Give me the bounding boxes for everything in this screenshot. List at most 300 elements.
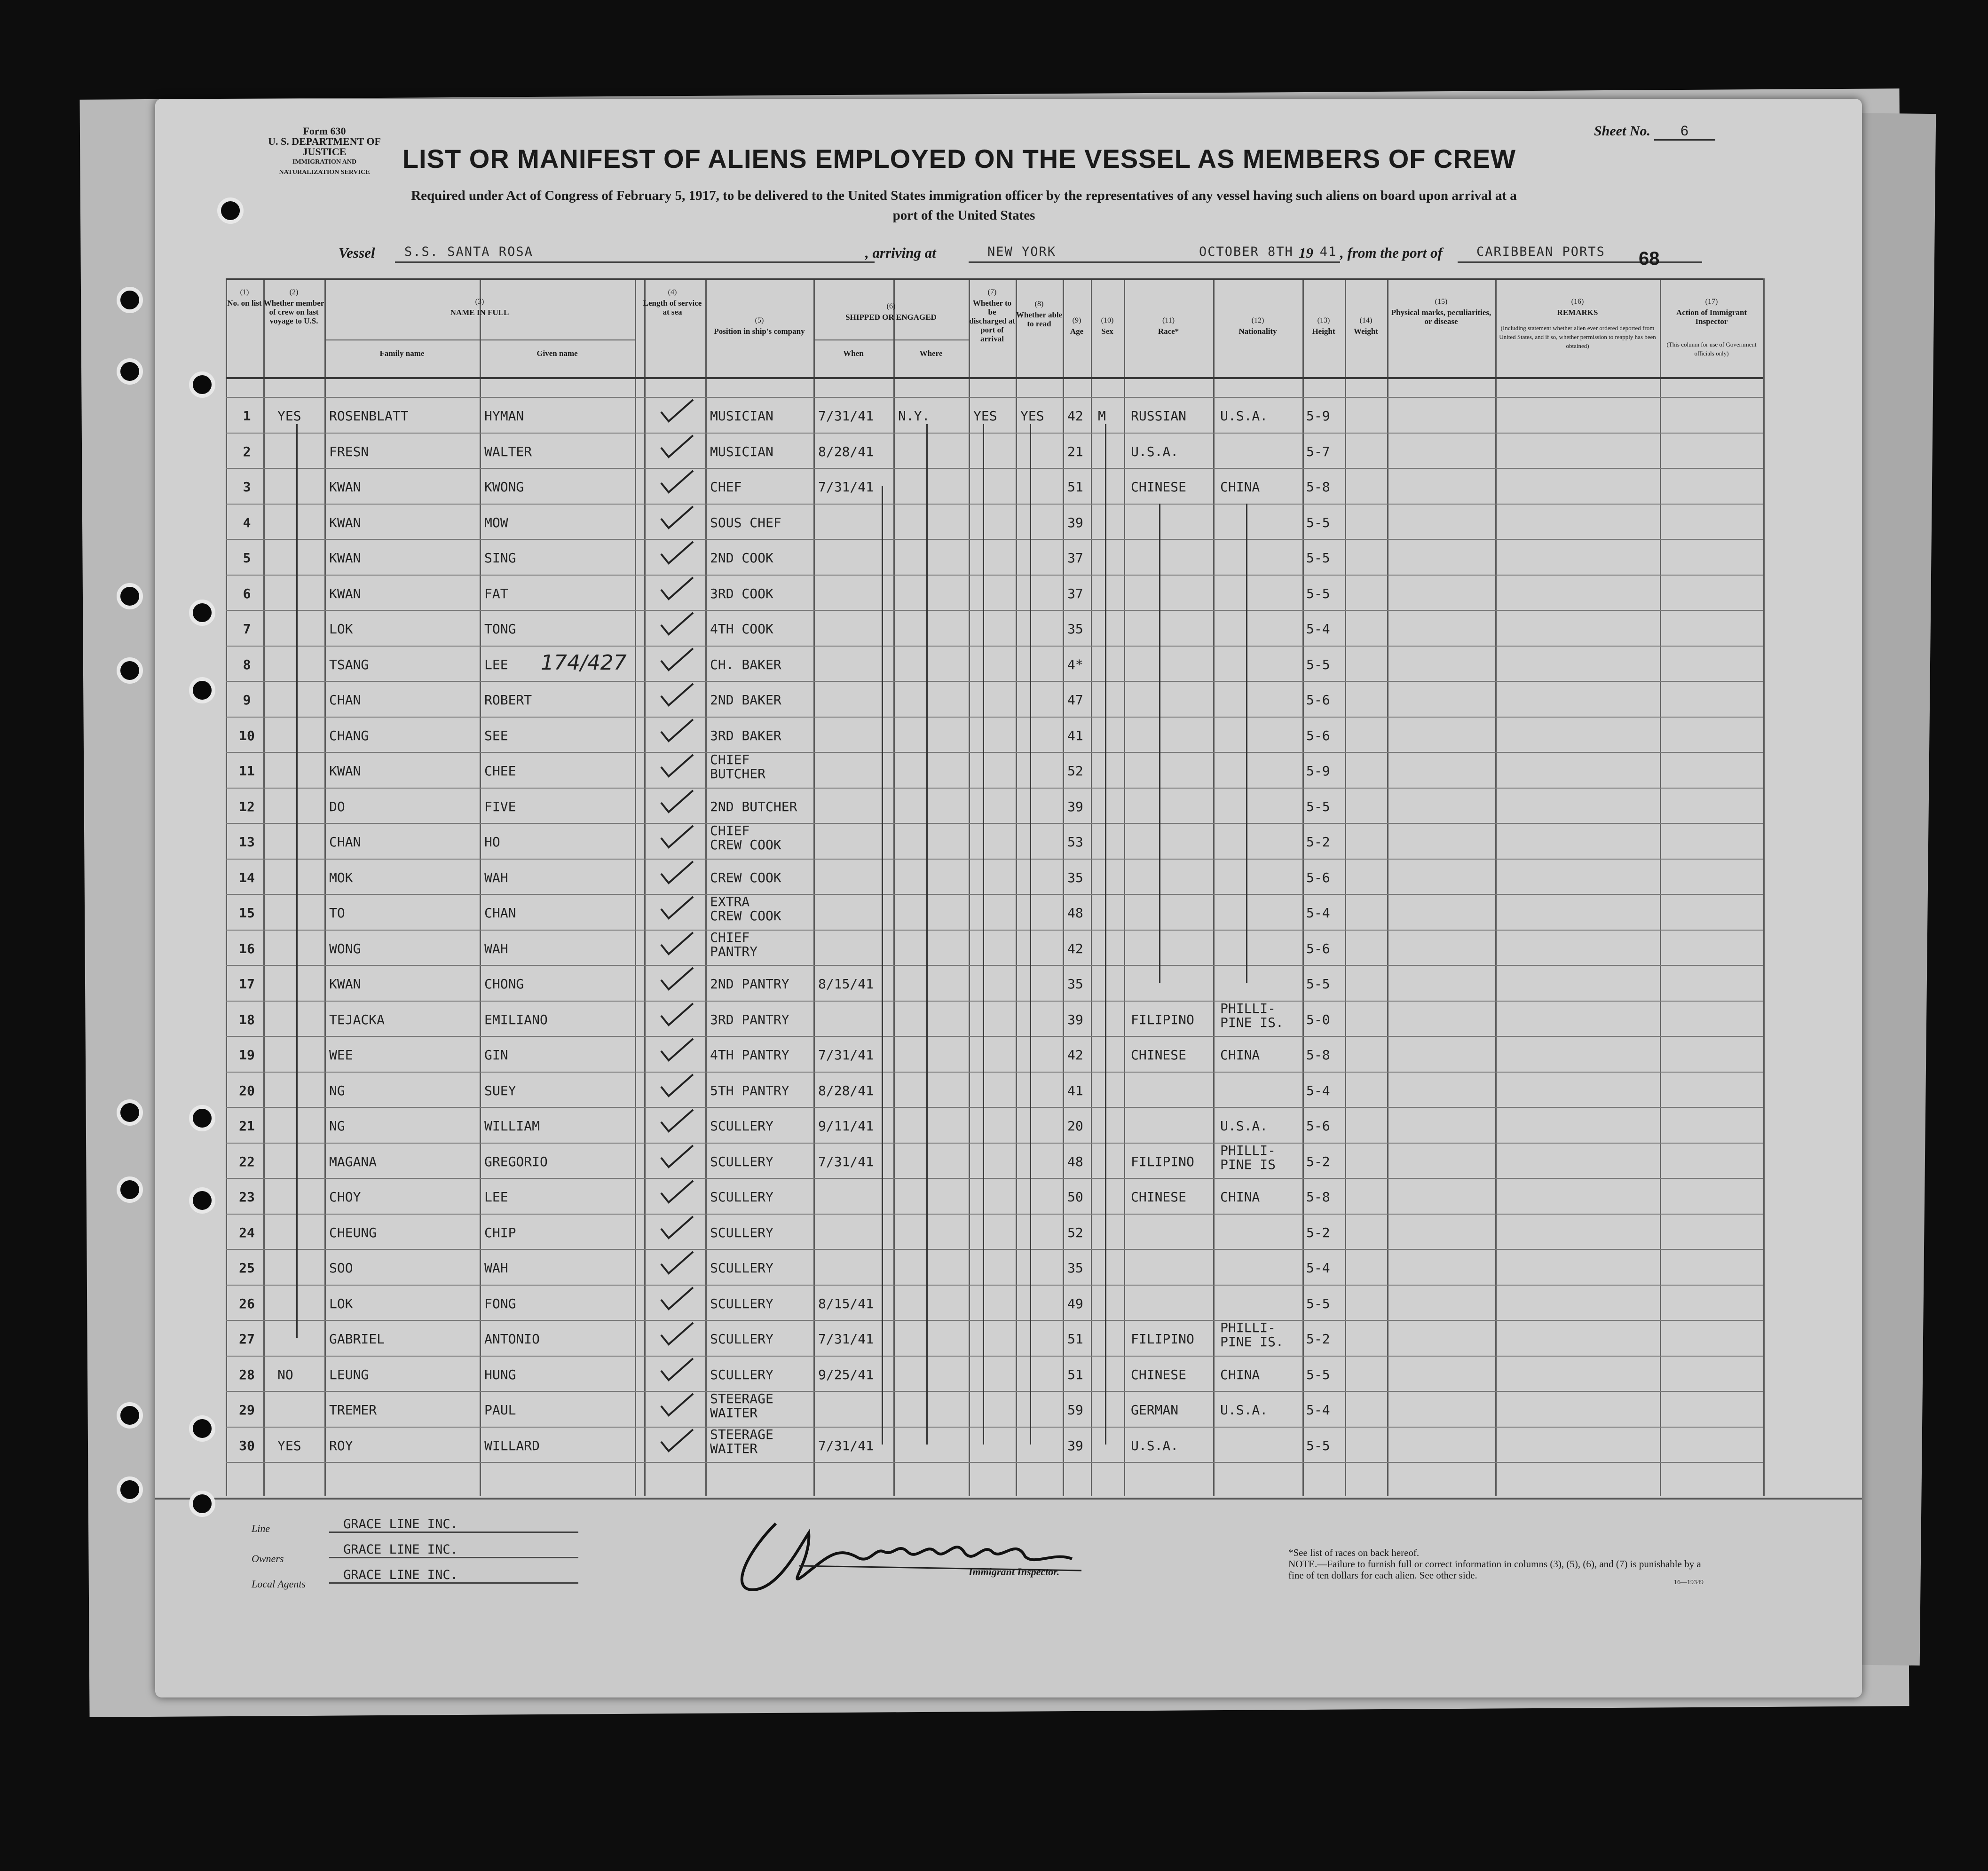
row-rule bbox=[226, 717, 1763, 718]
position: EXTRA CREW COOK bbox=[710, 894, 781, 924]
punch-hole bbox=[117, 1176, 143, 1203]
column-label: Whether to be discharged at port of arrival bbox=[969, 299, 1015, 343]
shipped-when: 8/28/41 bbox=[818, 443, 874, 459]
check-mark-icon bbox=[658, 398, 696, 424]
column-header bbox=[813, 349, 893, 358]
column-number: (1) bbox=[240, 288, 249, 296]
height: 5-6 bbox=[1306, 869, 1330, 885]
age: 35 bbox=[1067, 869, 1083, 885]
row-rule bbox=[226, 788, 1763, 789]
vessel-name: S.S. SANTA ROSA bbox=[395, 245, 875, 263]
height: 5-5 bbox=[1306, 976, 1330, 992]
column-label: NAME IN FULL bbox=[450, 308, 509, 317]
ditto-line bbox=[882, 486, 883, 1445]
age: 42 bbox=[1067, 1047, 1083, 1063]
arriving-label: , arriving at bbox=[865, 245, 936, 261]
column-header bbox=[1660, 339, 1763, 357]
column-number: (10) bbox=[1101, 316, 1114, 324]
row-number: 29 bbox=[239, 1402, 255, 1418]
column-rule bbox=[969, 278, 970, 1496]
shipped-when: 7/31/41 bbox=[818, 479, 874, 495]
given-name: HYMAN bbox=[484, 408, 524, 424]
check-mark-icon bbox=[658, 966, 696, 992]
given-name: LEE bbox=[484, 656, 508, 672]
column-label: Given name bbox=[536, 349, 578, 358]
column-header bbox=[1660, 297, 1763, 326]
column-label: Sex bbox=[1101, 327, 1113, 336]
shipped-when: 7/31/41 bbox=[818, 1153, 874, 1169]
given-name: SING bbox=[484, 550, 516, 566]
column-number: (7) bbox=[987, 288, 997, 296]
punch-hole bbox=[117, 1476, 143, 1503]
column-rule bbox=[705, 278, 707, 1496]
family-name: NG bbox=[329, 1118, 345, 1134]
family-name: TEJACKA bbox=[329, 1011, 385, 1027]
row-number: 17 bbox=[239, 976, 255, 992]
form-number-text: Form 630 bbox=[303, 125, 346, 137]
row-number: 30 bbox=[239, 1437, 255, 1453]
age: 42 bbox=[1067, 408, 1083, 424]
row-number: 25 bbox=[239, 1260, 255, 1276]
family-name: TO bbox=[329, 905, 345, 921]
column-header bbox=[1302, 316, 1345, 336]
column-label: Position in ship's company bbox=[714, 327, 805, 336]
column-header bbox=[1016, 300, 1063, 328]
column-label: Weight bbox=[1354, 327, 1378, 336]
given-name: EMILIANO bbox=[484, 1011, 548, 1027]
row-rule bbox=[226, 752, 1763, 753]
column-header bbox=[1345, 316, 1387, 336]
punch-hole bbox=[189, 1187, 215, 1214]
row-number: 14 bbox=[239, 869, 255, 885]
row-number: 1 bbox=[243, 408, 251, 424]
column-header bbox=[1124, 316, 1213, 336]
form-code: 16—19349 bbox=[1674, 1579, 1704, 1586]
column-header bbox=[639, 288, 705, 316]
punch-hole bbox=[117, 287, 143, 313]
height: 5-9 bbox=[1306, 763, 1330, 779]
column-number: (12) bbox=[1251, 316, 1264, 324]
check-mark-icon bbox=[658, 1250, 696, 1276]
given-name: SEE bbox=[484, 727, 508, 743]
ditto-line bbox=[1105, 424, 1106, 1445]
from-port: CARIBBEAN PORTS bbox=[1458, 245, 1702, 263]
position: SCULLERY bbox=[710, 1295, 773, 1311]
column-label: Nationality bbox=[1239, 327, 1277, 336]
check-mark-icon bbox=[658, 718, 696, 744]
row-rule bbox=[226, 539, 1763, 540]
service-text: IMMIGRATION AND NATURALIZATION SERVICE bbox=[279, 158, 370, 176]
check-mark-icon bbox=[658, 931, 696, 957]
age: 50 bbox=[1067, 1189, 1083, 1205]
age: 51 bbox=[1067, 1366, 1083, 1382]
check-mark-icon bbox=[658, 1428, 696, 1454]
column-header bbox=[1495, 323, 1660, 350]
age: 51 bbox=[1067, 479, 1083, 495]
subheader-rule bbox=[813, 339, 969, 340]
department-text: U. S. DEPARTMENT OF JUSTICE bbox=[268, 135, 381, 158]
given-name: WILLARD bbox=[484, 1437, 540, 1453]
family-name: CHEUNG bbox=[329, 1224, 377, 1240]
given-name: LEE bbox=[484, 1189, 508, 1205]
position: STEERAGE WAITER bbox=[710, 1426, 773, 1456]
given-name: TONG bbox=[484, 621, 516, 637]
year-value: 41 bbox=[1317, 245, 1340, 263]
nationality: U.S.A. bbox=[1220, 1402, 1268, 1418]
ditto-line bbox=[983, 424, 984, 1445]
given-name: CHAN bbox=[484, 905, 516, 921]
nationality: CHINA bbox=[1220, 1366, 1260, 1382]
column-rule bbox=[635, 278, 636, 1496]
given-name: FIVE bbox=[484, 798, 516, 814]
family-name: WONG bbox=[329, 940, 361, 956]
nationality: U.S.A. bbox=[1220, 408, 1268, 424]
family-name: TREMER bbox=[329, 1402, 377, 1418]
from-port-label: , from the port of bbox=[1340, 245, 1443, 261]
handwritten-annotation: 174/427 bbox=[541, 651, 627, 675]
punch-hole bbox=[189, 1491, 215, 1517]
column-header bbox=[226, 288, 263, 308]
family-name: SOO bbox=[329, 1260, 353, 1276]
sheet-number-label: Sheet No. bbox=[1594, 123, 1650, 139]
position: 2ND PANTRY bbox=[710, 976, 789, 992]
check-mark-icon bbox=[658, 1108, 696, 1134]
shipped-when: 7/31/41 bbox=[818, 1047, 874, 1063]
position: CHIEF BUTCHER bbox=[710, 752, 766, 782]
subtitle-line-1: Required under Act of Congress of February 5, 1917, to be delivered to the United States immigration officer by the representatives of any vessel having such aliens on board upon arrival at a bbox=[411, 188, 1517, 203]
check-mark-icon bbox=[658, 1073, 696, 1099]
row-number: 23 bbox=[239, 1189, 255, 1205]
row-number: 13 bbox=[239, 834, 255, 850]
family-name: TSANG bbox=[329, 656, 369, 672]
position: 2ND BUTCHER bbox=[710, 798, 797, 814]
vessel-line bbox=[216, 245, 1674, 268]
row-number: 21 bbox=[239, 1118, 255, 1134]
age: 39 bbox=[1067, 514, 1083, 530]
column-header bbox=[893, 349, 969, 358]
column-label: SHIPPED OR ENGAGED bbox=[845, 313, 937, 322]
row-number: 5 bbox=[243, 550, 251, 566]
arrival-date: OCTOBER 8TH bbox=[1152, 245, 1340, 263]
discharged-flag: YES bbox=[973, 408, 997, 424]
nationality: CHINA bbox=[1220, 1047, 1260, 1063]
age: 52 bbox=[1067, 1224, 1083, 1240]
punch-hole bbox=[117, 583, 143, 609]
age: 53 bbox=[1067, 834, 1083, 850]
column-header bbox=[813, 302, 969, 322]
inspector-signature bbox=[715, 1505, 1091, 1613]
check-mark-icon bbox=[658, 1037, 696, 1063]
height: 5-4 bbox=[1306, 1082, 1330, 1098]
given-name: HO bbox=[484, 834, 500, 850]
family-name: ROY bbox=[329, 1437, 353, 1453]
row-rule bbox=[226, 965, 1763, 966]
check-mark-icon bbox=[658, 434, 696, 460]
position: 3RD BAKER bbox=[710, 727, 781, 743]
shipped-when: 8/15/41 bbox=[818, 1295, 874, 1311]
height: 5-2 bbox=[1306, 1224, 1330, 1240]
row-rule bbox=[226, 1107, 1763, 1108]
height: 5-7 bbox=[1306, 443, 1330, 459]
row-rule bbox=[226, 823, 1763, 824]
local-agents-value: GRACE LINE INC. bbox=[329, 1568, 578, 1584]
race: RUSSIAN bbox=[1131, 408, 1187, 424]
local-agents-label: Local Agents bbox=[252, 1578, 306, 1590]
row-rule bbox=[226, 575, 1763, 576]
column-label: Length of service at sea bbox=[643, 299, 702, 316]
sex: M bbox=[1098, 408, 1106, 424]
age: 49 bbox=[1067, 1295, 1083, 1311]
position: SCULLERY bbox=[710, 1189, 773, 1205]
arriving-port: NEW YORK bbox=[969, 245, 1152, 263]
row-rule bbox=[226, 1391, 1763, 1392]
age: 39 bbox=[1067, 1011, 1083, 1027]
age: 39 bbox=[1067, 1437, 1083, 1453]
age: 35 bbox=[1067, 621, 1083, 637]
shipped-where: N.Y. bbox=[898, 408, 930, 424]
column-rule bbox=[1213, 278, 1215, 1496]
position: 3RD COOK bbox=[710, 585, 773, 601]
footnote-races: *See list of races on back hereof. bbox=[1288, 1547, 1420, 1558]
row-rule bbox=[226, 646, 1763, 647]
height: 5-4 bbox=[1306, 1260, 1330, 1276]
column-label: Action of Immigrant Inspector bbox=[1676, 308, 1747, 326]
nationality: PHILLI- PINE IS bbox=[1220, 1142, 1276, 1172]
age: 20 bbox=[1067, 1118, 1083, 1134]
check-mark-icon bbox=[658, 1179, 696, 1205]
position: SCULLERY bbox=[710, 1153, 773, 1169]
column-rule bbox=[263, 278, 265, 1496]
family-name: DO bbox=[329, 798, 345, 814]
height: 5-5 bbox=[1306, 1437, 1330, 1453]
family-name: LOK bbox=[329, 1295, 353, 1311]
family-name: KWAN bbox=[329, 763, 361, 779]
shipped-when: 9/25/41 bbox=[818, 1366, 874, 1382]
subtitle-line-2: port of the United States bbox=[892, 208, 1035, 223]
nationality: PHILLI- PINE IS. bbox=[1220, 1000, 1284, 1030]
position: 2ND COOK bbox=[710, 550, 773, 566]
sheet-number-value: 6 bbox=[1654, 123, 1715, 141]
nationality: CHINA bbox=[1220, 479, 1260, 495]
column-number: (9) bbox=[1072, 316, 1081, 324]
punch-hole bbox=[117, 358, 143, 385]
row-rule bbox=[226, 1178, 1763, 1179]
row-rule bbox=[226, 894, 1763, 895]
family-name: LOK bbox=[329, 621, 353, 637]
column-number: (2) bbox=[289, 288, 299, 296]
height: 5-2 bbox=[1306, 1331, 1330, 1347]
punch-hole bbox=[117, 1099, 143, 1126]
shipped-when: 8/28/41 bbox=[818, 1082, 874, 1098]
family-name: FRESN bbox=[329, 443, 369, 459]
row-number: 6 bbox=[243, 585, 251, 601]
position: SCULLERY bbox=[710, 1366, 773, 1382]
column-label: Family name bbox=[379, 349, 425, 358]
check-mark-icon bbox=[658, 1002, 696, 1028]
column-number: (3) bbox=[475, 298, 484, 306]
row-rule bbox=[226, 1143, 1763, 1144]
vessel-label: Vessel bbox=[339, 245, 375, 261]
check-mark-icon bbox=[658, 682, 696, 708]
height: 5-4 bbox=[1306, 1402, 1330, 1418]
check-mark-icon bbox=[658, 611, 696, 637]
able-to-read: YES bbox=[1020, 408, 1044, 424]
given-name: KWONG bbox=[484, 479, 524, 495]
family-name: LEUNG bbox=[329, 1366, 369, 1382]
height: 5-8 bbox=[1306, 479, 1330, 495]
owners-label: Owners bbox=[252, 1553, 284, 1564]
height: 5-5 bbox=[1306, 1295, 1330, 1311]
position: MUSICIAN bbox=[710, 443, 773, 459]
age: 41 bbox=[1067, 727, 1083, 743]
column-label: Physical marks, peculiarities, or disease bbox=[1391, 308, 1491, 326]
row-rule bbox=[226, 1462, 1763, 1463]
check-mark-icon bbox=[658, 647, 696, 673]
row-rule bbox=[226, 1285, 1763, 1286]
ditto-line bbox=[1159, 504, 1160, 983]
given-name: PAUL bbox=[484, 1402, 516, 1418]
row-rule bbox=[226, 433, 1763, 434]
family-name: CHOY bbox=[329, 1189, 361, 1205]
row-number: 9 bbox=[243, 692, 251, 708]
column-rule bbox=[893, 278, 895, 1496]
race: GERMAN bbox=[1131, 1402, 1179, 1418]
race: CHINESE bbox=[1131, 479, 1187, 495]
family-name: KWAN bbox=[329, 976, 361, 992]
column-label: No. on list bbox=[227, 299, 262, 308]
row-rule bbox=[226, 468, 1763, 469]
family-name: KWAN bbox=[329, 550, 361, 566]
column-number: (15) bbox=[1435, 298, 1448, 306]
row-number: 3 bbox=[243, 479, 251, 495]
check-mark-icon bbox=[658, 789, 696, 815]
column-header bbox=[1387, 297, 1495, 326]
row-number: 22 bbox=[239, 1153, 255, 1169]
column-rule bbox=[1345, 278, 1346, 1496]
height: 5-5 bbox=[1306, 550, 1330, 566]
age: 37 bbox=[1067, 550, 1083, 566]
position: CHEF bbox=[710, 479, 742, 495]
row-rule bbox=[226, 1320, 1763, 1321]
punch-hole bbox=[189, 1415, 215, 1442]
position: 4TH PANTRY bbox=[710, 1047, 789, 1063]
row-number: 4 bbox=[243, 514, 251, 530]
position: MUSICIAN bbox=[710, 408, 773, 424]
column-number: (11) bbox=[1162, 316, 1175, 324]
column-label: Where bbox=[919, 349, 943, 358]
page-subtitle bbox=[245, 186, 1683, 225]
age: 48 bbox=[1067, 905, 1083, 921]
column-rule bbox=[480, 278, 481, 1496]
row-number: 27 bbox=[239, 1331, 255, 1347]
header-rule bbox=[226, 377, 1763, 379]
family-name: MAGANA bbox=[329, 1153, 377, 1169]
age: 52 bbox=[1067, 763, 1083, 779]
given-name: MOW bbox=[484, 514, 508, 530]
family-name: CHAN bbox=[329, 692, 361, 708]
column-number: (16) bbox=[1571, 298, 1584, 306]
crew-member-flag: YES bbox=[277, 408, 301, 424]
ditto-line bbox=[926, 424, 928, 1445]
row-number: 12 bbox=[239, 798, 255, 814]
page-title: LIST OR MANIFEST OF ALIENS EMPLOYED ON THE VESSEL AS MEMBERS OF CREW bbox=[402, 144, 1516, 174]
owners-value: GRACE LINE INC. bbox=[329, 1542, 578, 1558]
position: 2ND BAKER bbox=[710, 692, 781, 708]
height: 5-9 bbox=[1306, 408, 1330, 424]
page-number: 68 bbox=[1639, 248, 1660, 269]
row-rule bbox=[226, 930, 1763, 931]
row-number: 26 bbox=[239, 1295, 255, 1311]
nationality: CHINA bbox=[1220, 1189, 1260, 1205]
nationality: PHILLI- PINE IS. bbox=[1220, 1320, 1284, 1350]
age: 59 bbox=[1067, 1402, 1083, 1418]
crew-member-flag: YES bbox=[277, 1437, 301, 1453]
punch-hole bbox=[117, 1402, 143, 1429]
punch-hole bbox=[189, 371, 215, 398]
height: 5-4 bbox=[1306, 905, 1330, 921]
column-label: (This column for use of Government officials only) bbox=[1666, 341, 1757, 357]
position: SCULLERY bbox=[710, 1118, 773, 1134]
column-rule bbox=[1660, 278, 1661, 1496]
punch-hole bbox=[217, 197, 244, 224]
sheet-number bbox=[1594, 123, 1715, 141]
family-name: NG bbox=[329, 1082, 345, 1098]
position: SCULLERY bbox=[710, 1260, 773, 1276]
row-number: 7 bbox=[243, 621, 251, 637]
race: FILIPINO bbox=[1131, 1331, 1194, 1347]
given-name: WILLIAM bbox=[484, 1118, 540, 1134]
column-rule bbox=[1124, 278, 1125, 1496]
family-name: KWAN bbox=[329, 585, 361, 601]
row-rule bbox=[226, 1072, 1763, 1073]
check-mark-icon bbox=[658, 469, 696, 495]
check-mark-icon bbox=[658, 1286, 696, 1312]
position: 5TH PANTRY bbox=[710, 1082, 789, 1098]
column-label: Whether able to read bbox=[1016, 310, 1063, 328]
family-name: CHANG bbox=[329, 727, 369, 743]
given-name: CHONG bbox=[484, 976, 524, 992]
check-mark-icon bbox=[658, 824, 696, 850]
column-header bbox=[324, 297, 635, 317]
position: CHIEF CREW COOK bbox=[710, 823, 781, 853]
shipped-when: 7/31/41 bbox=[818, 408, 874, 424]
row-rule bbox=[226, 1001, 1763, 1002]
column-rule bbox=[1387, 278, 1388, 1496]
row-rule bbox=[226, 1036, 1763, 1037]
row-number: 20 bbox=[239, 1082, 255, 1098]
position: CREW COOK bbox=[710, 869, 781, 885]
column-number: (13) bbox=[1317, 316, 1330, 324]
age: 21 bbox=[1067, 443, 1083, 459]
height: 5-2 bbox=[1306, 1153, 1330, 1169]
given-name: HUNG bbox=[484, 1366, 516, 1382]
column-label: When bbox=[843, 349, 864, 358]
position: 4TH COOK bbox=[710, 621, 773, 637]
given-name: WAH bbox=[484, 869, 508, 885]
given-name: FONG bbox=[484, 1295, 516, 1311]
column-rule bbox=[1495, 278, 1497, 1496]
column-rule bbox=[1091, 278, 1092, 1496]
check-mark-icon bbox=[658, 505, 696, 531]
family-name: ROSENBLATT bbox=[329, 408, 409, 424]
row-number: 16 bbox=[239, 940, 255, 956]
inspector-label: Immigrant Inspector. bbox=[969, 1566, 1060, 1578]
ditto-line bbox=[296, 424, 298, 1338]
column-header bbox=[705, 316, 813, 336]
line-label: Line bbox=[252, 1523, 270, 1534]
check-mark-icon bbox=[658, 1321, 696, 1347]
height: 5-6 bbox=[1306, 727, 1330, 743]
